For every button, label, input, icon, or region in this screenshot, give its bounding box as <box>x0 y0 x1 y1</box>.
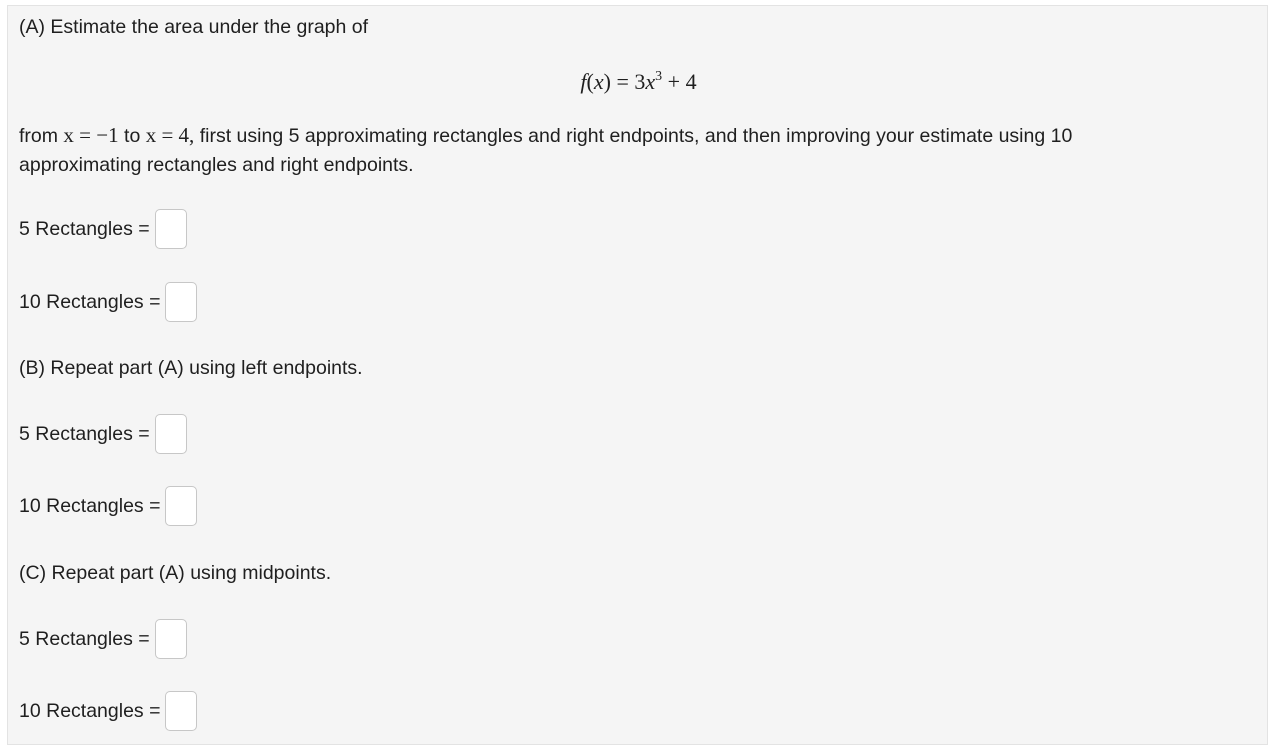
question-panel <box>7 5 1268 745</box>
formula-lhs: f(x) <box>580 69 611 94</box>
part-b-10-rectangles-label: 10 Rectangles = <box>19 494 161 517</box>
formula-exponent: 3 <box>655 69 663 84</box>
part-c-5-rectangles-row <box>19 619 187 659</box>
part-c-10-rectangles-row <box>19 691 197 731</box>
part-b-5-rectangles-label: 5 Rectangles = <box>19 422 150 445</box>
part-a-description-line1 <box>19 123 1072 148</box>
formula-coefficient: 3 <box>634 69 646 94</box>
part-c-5-rectangles-input[interactable] <box>155 619 187 659</box>
function-formula <box>8 69 1269 95</box>
part-b-5-rectangles-input[interactable] <box>155 414 187 454</box>
part-b-5-rectangles-row <box>19 414 187 454</box>
desc-math-lower-bound: x = −1 <box>63 123 119 147</box>
formula-equals: = <box>616 69 629 94</box>
part-c-10-rectangles-label: 10 Rectangles = <box>19 699 161 722</box>
part-b-10-rectangles-row <box>19 486 197 526</box>
part-b-title: (B) Repeat part (A) using left endpoints. <box>19 357 363 379</box>
formula-variable: x <box>645 69 656 94</box>
part-a-10-rectangles-input[interactable] <box>165 282 197 322</box>
part-c-title: (C) Repeat part (A) using midpoints. <box>19 562 332 584</box>
part-c-10-rectangles-input[interactable] <box>165 691 197 731</box>
desc-math-upper-bound: x = 4, <box>145 123 195 147</box>
part-a-5-rectangles-row <box>19 209 187 249</box>
part-a-5-rectangles-input[interactable] <box>155 209 187 249</box>
part-b-10-rectangles-input[interactable] <box>165 486 197 526</box>
desc-text-rest: first using 5 approximating rectangles and right endpoints, and then improving your estimate using 10 <box>194 125 1073 147</box>
part-c-5-rectangles-label: 5 Rectangles = <box>19 627 150 650</box>
part-a-description-line2: approximating rectangles and right endpoints. <box>19 154 414 176</box>
desc-text-from: from <box>19 125 64 147</box>
part-a-10-rectangles-label: 10 Rectangles = <box>19 290 161 313</box>
part-a-intro: (A) Estimate the area under the graph of <box>19 16 369 38</box>
desc-text-to: to <box>118 125 146 147</box>
formula-constant: + 4 <box>662 69 697 94</box>
part-a-10-rectangles-row <box>19 282 197 322</box>
part-a-5-rectangles-label: 5 Rectangles = <box>19 217 150 240</box>
